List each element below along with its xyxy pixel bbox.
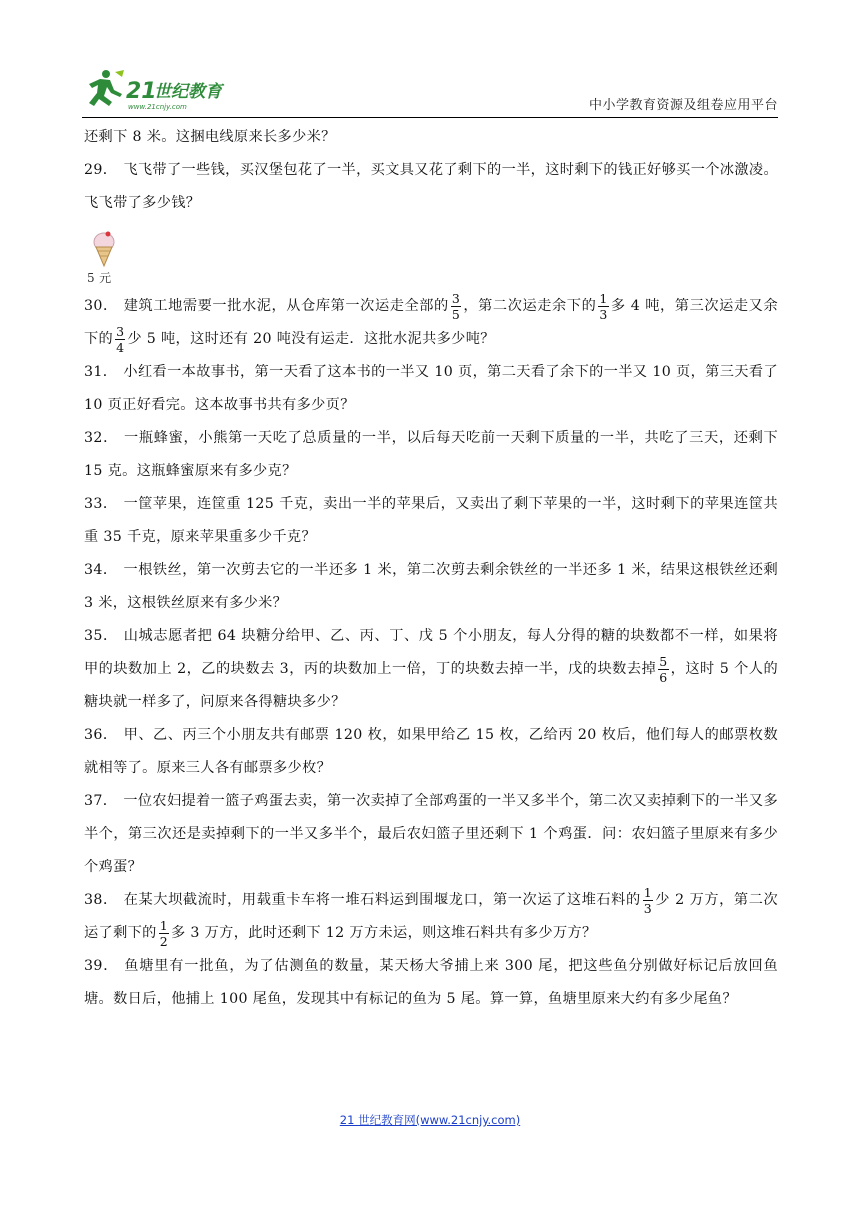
question-text: 多 4 吨，第三次运走又余下的	[84, 298, 778, 347]
question-number: 34．	[84, 562, 118, 578]
question-text: 一筐苹果，连筐重 125 千克，卖出一半的苹果后，又卖出了剩下苹果的一半，这时剩下的苹果连筐共重 35 千克，原来苹果重多少千克？	[84, 496, 778, 545]
svg-text:世纪教育: 世纪教育	[154, 82, 222, 102]
question-text: 山城志愿者把 64 块糖分给甲、乙、丙、丁、戊 5 个小朋友，每人分得的糖的块数都不一样，如果将甲的块数加上 2，乙的块数去 3，丙的块数加上一倍，丁的块数去掉一半，戊的块数去掉	[84, 628, 779, 677]
fraction: $\frac{1}{2}$	[159, 917, 169, 949]
question-number: 39．	[84, 958, 119, 974]
question-text: 少 2 万方，第二次运了剩下的	[84, 892, 779, 941]
question-39	[84, 950, 778, 1016]
question-38	[84, 884, 778, 950]
question-text: 一根铁丝，第一次剪去它的一半还多 1 米，第二次剪去剩余铁丝的一半还多 1 米，结果这根铁丝还剩 3 米，这根铁丝原来有多少米？	[84, 562, 778, 611]
question-text: 小红看一本故事书，第一天看了这本书的一半又 10 页，第二天看了余下的一半又 10 页，第三天看了 10 页正好看完。这本故事书共有多少页？	[84, 364, 778, 413]
fraction: $\frac{3}{4}$	[116, 323, 125, 355]
fraction: $\frac{3}{5}$	[451, 290, 461, 322]
ice-cream-image	[86, 228, 120, 286]
question-37	[84, 785, 778, 884]
page-header	[82, 64, 778, 118]
question-number: 38．	[84, 892, 118, 908]
question-36	[84, 719, 778, 785]
question-number: 32．	[84, 430, 118, 446]
question-34	[84, 554, 778, 620]
price-label: 5 元	[87, 271, 112, 285]
fraction: $\frac{1}{3}$	[599, 290, 608, 322]
question-31	[84, 356, 778, 422]
fraction: $\frac{5}{6}$	[659, 653, 668, 685]
question-35	[84, 620, 778, 719]
question-29	[84, 154, 778, 220]
footer-link[interactable]: 21 世纪教育网(www.21cnjy.com)	[339, 1113, 521, 1127]
question-number: 35．	[84, 628, 118, 644]
svg-text:www.21cnjy.com: www.21cnjy.com	[128, 103, 187, 111]
site-logo	[82, 68, 257, 112]
question-30	[84, 290, 778, 356]
platform-tagline: 中小学教育资源及组卷应用平台	[588, 98, 778, 113]
question-text: 多 3 万方，此时还剩下 12 万方未运，则这堆石料共有多少万方？	[171, 925, 597, 941]
question-number: 30．	[84, 298, 118, 314]
question-list	[84, 121, 778, 1016]
question-text: 飞飞带了一些钱，买汉堡包花了一半，买文具又花了剩下的一半，这时剩下的钱正好够买一个冰激凌。飞飞带了多少钱？	[84, 162, 778, 211]
question-number: 31．	[84, 364, 118, 380]
question-number: 36．	[84, 727, 118, 743]
question-number: 33．	[84, 496, 118, 512]
question-text: 甲、乙、丙三个小朋友共有邮票 120 枚，如果甲给乙 15 枚，乙给丙 20 枚后，他们每人的邮票枚数就相等了。原来三人各有邮票多少枚？	[84, 727, 778, 776]
question-32	[84, 422, 778, 488]
continued-text: 还剩下 8 米。这捆电线原来长多少米？	[84, 129, 336, 145]
question-text: 一瓶蜂蜜，小熊第一天吃了总质量的一半，以后每天吃前一天剩下质量的一半，共吃了三天，还剩下 15 克。这瓶蜂蜜原来有多少克？	[84, 430, 778, 479]
question-text: ，第二次运走余下的	[463, 298, 597, 314]
question-text: 建筑工地需要一批水泥，从仓库第一次运走全部的	[123, 298, 449, 314]
question-text: 少 5 吨，这时还有 20 吨没有运走．这批水泥共多少吨？	[127, 331, 495, 347]
fraction: $\frac{1}{3}$	[643, 884, 653, 916]
question-number: 29．	[84, 162, 118, 178]
page-footer	[0, 1112, 860, 1128]
question-text: 鱼塘里有一批鱼，为了估测鱼的数量，某天杨大爷捕上来 300 尾，把这些鱼分别做好标记后放回鱼塘。数日后，他捕上 100 尾鱼，发现其中有标记的鱼为 5 尾。算一算，鱼塘里原来大约有多少尾鱼？	[84, 958, 779, 1007]
question-33	[84, 488, 778, 554]
svg-text:21: 21	[126, 79, 157, 104]
question-text: 一位农妇提着一篮子鸡蛋去卖，第一次卖掉了全部鸡蛋的一半又多半个，第二次又卖掉剩下的一半又多半个，第三次还是卖掉剩下的一半又多半个，最后农妇篮子里还剩下 1 个鸡蛋．问：农妇篮子里原来有多少个鸡蛋？	[84, 793, 778, 875]
question-text: 在某大坝截流时，用载重卡车将一堆石料运到围堰龙口，第一次运了这堆石料的	[123, 892, 641, 908]
question-text: ，这时 5 个人的糖块就一样多了，问原来各得糖块多少？	[84, 661, 778, 710]
header-rule	[82, 117, 778, 118]
question-number: 37．	[84, 793, 118, 809]
